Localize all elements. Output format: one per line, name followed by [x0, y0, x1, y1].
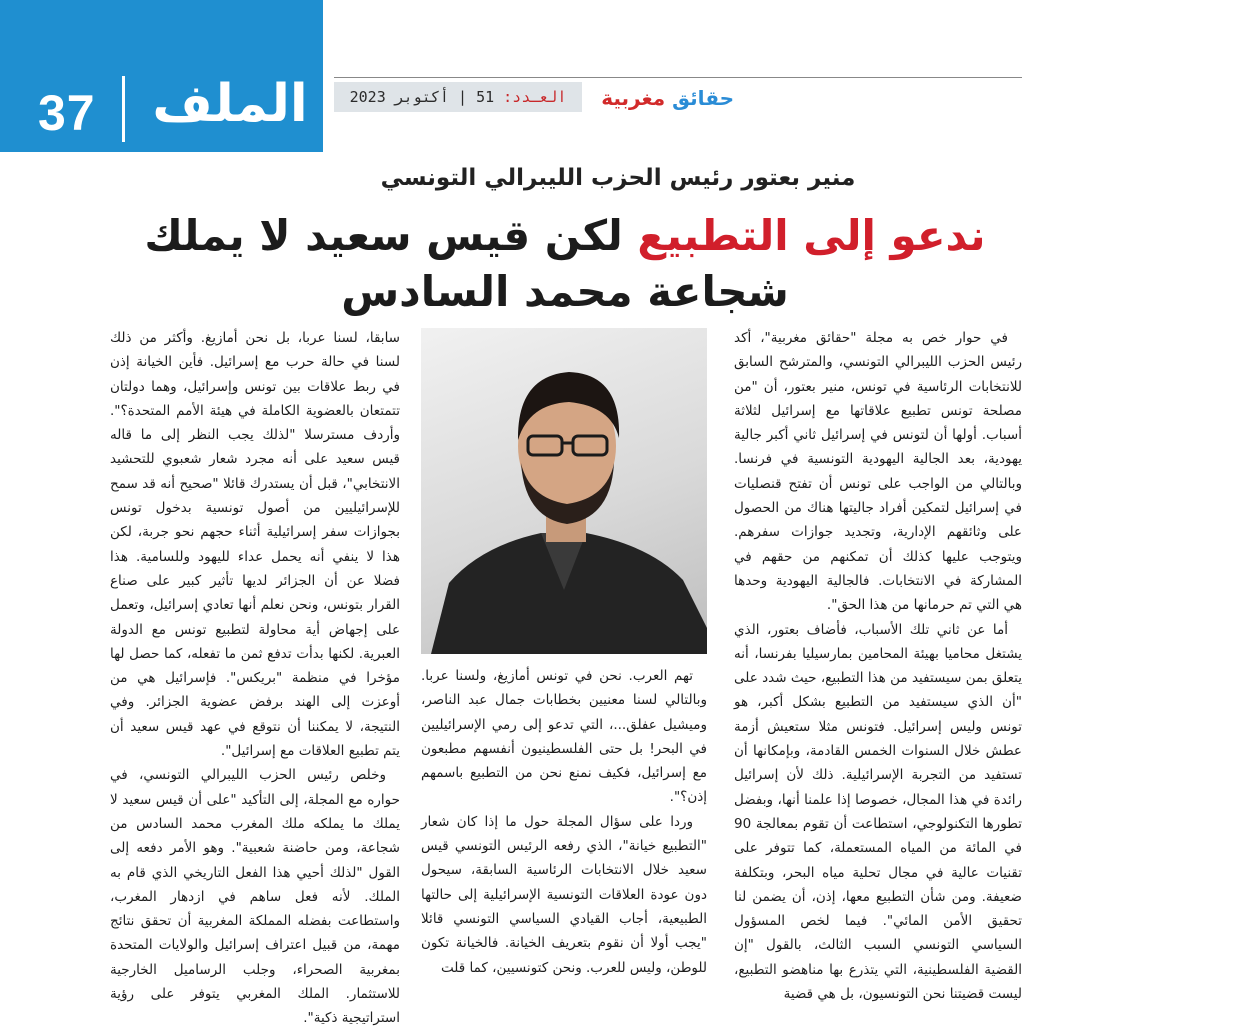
- headline-highlight: ندعو إلى التطبيع: [637, 211, 986, 260]
- issue-info: العـدد: 51 | أكتوبر 2023: [334, 82, 582, 112]
- article-column-left: [110, 326, 400, 1031]
- section-tab: [0, 0, 323, 152]
- issue-number: 51: [476, 88, 495, 106]
- headline-rest: لكن قيس سعيد لا يملك شجاعة محمد السادس: [144, 211, 789, 316]
- paragraph: وخلص رئيس الحزب الليبرالي التونسي، في حواره مع المجلة، إلى التأكيد "على أن قيس سعيد لا يملك ما يملكه ملك المغرب محمد السادس من شجاعة، ومن حاضنة شعبية". وهو الأمر دفعه إلى القول "لذلك أحيي هذا الفعل التاريخي الذي قام به الملك. لأنه فعل ساهم في ازدهار المغرب، واستطاعت بفضله المملكة المغربية أن تحقق نتائج مهمة، من قبيل اعتراف إسرائيل والولايات المتحدة بمغربية الصحراء، وجلب الرساميل الخارجية للاستثمار. الملك المغربي يتوفر على رؤية استراتيجية ذكية".: [110, 767, 400, 1027]
- article-column-right: [734, 326, 1022, 1006]
- brand-word-2: مغربية: [601, 86, 666, 110]
- paragraph: تهم العرب. نحن في تونس أمازيغ، ولسنا عربا. وبالتالي لسنا معنيين بخطابات جمال عبد الناصر، وميشيل عفلق...، التي تدعو إلى رمي الإسرائيليين في البحر! بل حتى الفلسطينيون أنفسهم مطبعون مع إسرائيل، فكيف نمنع نحن من التطبيع باسمهم إذن؟".: [421, 668, 707, 806]
- article-subtitle: منير بعتور رئيس الحزب الليبرالي التونسي: [380, 165, 856, 191]
- paragraph: في حوار خص به مجلة "حقائق مغربية"، أكد رئيس الحزب الليبرالي التونسي، والمترشح السابق للانتخابات الرئاسية في تونس، منير بعتور، أن "من مصلحة تونس تطبيع علاقاتها مع إسرائيل لثلاثة أسباب. أولها أن لتونس في إسرائيل ثاني أكبر جالية يهودية، بعد الجالية اليهودية التونسية في فرنسا. وبالتالي من الواجب على تونس أن تفتح قنصليات في إسرائيل لتمكين أفراد جاليتها هناك من الحصول على وثائقهم الإدارية، وتجديد جوازات سفرهم. ويتوجب عليها كذلك أن تمكنهم من حقهم في المشاركة في الانتخابات. فالجالية اليهودية وحدها هي التي تم حرمانها من هذا الحق".: [734, 330, 1022, 614]
- brand-word-1: حقائق: [672, 86, 734, 110]
- portrait-photo: [421, 328, 707, 654]
- magazine-brand: [594, 84, 734, 112]
- issue-label: العـدد:: [503, 88, 567, 106]
- header-rule: [334, 77, 1022, 78]
- paragraph: وردا على سؤال المجلة حول ما إذا كان شعار "التطبيع خيانة"، الذي رفعه الرئيس التونسي قيس سعيد خلال الانتخابات الرئاسية السابقة، سيحول دون عودة العلاقات التونسية الإسرائيلية إلى حالتها الطبيعية، أجاب القيادي السياسي التونسي قائلا "يجب أولا أن نقوم بتعريف الخيانة. فالخيانة تكون للوطن، وليس للعرب. ونحن كتونسيين، كما قلت: [421, 813, 707, 976]
- article-headline: [120, 208, 1010, 320]
- tab-divider: [122, 76, 125, 142]
- portrait-illustration: [421, 328, 707, 654]
- page-number: 37: [38, 85, 96, 141]
- issue-date: أكتوبر 2023: [349, 88, 449, 106]
- section-title: الملف: [152, 74, 308, 134]
- paragraph: أما عن ثاني تلك الأسباب، فأضاف بعتور، الذي يشتغل محاميا بهيئة المحامين بمارسيليا بفرنسا، أنه يتعلق بمن سيستفيد من هذا التطبيع، حيث شدد على "أن الذي سيستفيد من التطبيع بشكل أكبر، هو تونس وليس إسرائيل. فتونس مثلا ستعيش أزمة عطش خلال السنوات الخمس القادمة، وبإمكانها أن تستفيد من التجربة الإسرائيلية. ذلك لأن إسرائيل رائدة في هذا المجال، خصوصا إذا علمنا أنها، وبفضل تطورها التكنولوجي، استطاعت أن تقوم بمعالجة 90 في المائة من المياه المستعملة، كما تتوفر على تقنيات عالية في مجال تحلية مياه البحر، وبتكلفة ضعيفة. ومن شأن التطبيع معها، إذن، أن يضمن لنا تحقيق الأمن المائي". فيما لخص المسؤول السياسي التونسي السبب الثالث، بالقول "إن القضية الفلسطينية، التي يتذرع بها مناهضو التطبيع، ليست قضيتنا نحن التونسيون، بل هي قضية: [734, 621, 1022, 1003]
- paragraph: سابقا، لسنا عربا، بل نحن أمازيغ. وأكثر من ذلك لسنا في حالة حرب مع إسرائيل. فأين الخيانة إذن في ربط علاقات بين تونس وإسرائيل، وهما دولتان تتمتعان بالعضوية الكاملة في هيئة الأمم المتحدة؟". وأردف مسترسلا "لذلك يجب النظر إلى ما قاله قيس سعيد على أنه مجرد شعار شعبوي للتحشيد الانتخابي"، قبل أن يستدرك قائلا "صحيح أنه قد سمح للإسرائيليين من أصول تونسية بدخول تونس بجوازات سفر إسرائيلية أثناء حجهم نحو جربة، لكن هذا لا ينفي أنه يحمل عداء لليهود وللسامية. هذا فضلا عن أن الجزائر لديها تأثير كبير على صناع القرار بتونس، ونحن نعلم أنها تعادي إسرائيل، وتعمل على إجهاض أية محاولة لتطبيع تونس مع الدولة العبرية. لكنها بدأت تدفع ثمن ما تفعله، كما حصل لها مؤخرا في منظمة "بريكس". فإسرائيل هي من أوعزت إلى الهند برفض عضوية الجزائر. وفي النتيجة، لا يمكننا أن نتوقع في عهد قيس سعيد أن يتم تطبيع العلاقات مع إسرائيل".: [110, 330, 400, 760]
- article-column-middle: [421, 664, 707, 980]
